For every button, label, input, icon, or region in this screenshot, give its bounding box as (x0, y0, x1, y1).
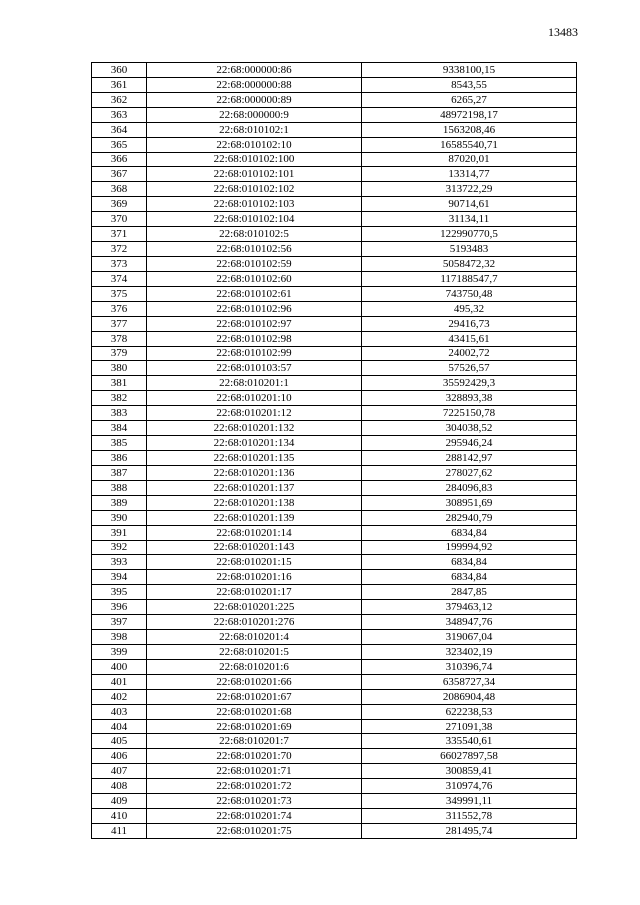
cadastral-number-cell: 22:68:010201:276 (147, 615, 362, 630)
value-cell: 5058472,32 (362, 256, 577, 271)
cadastral-number-cell: 22:68:010201:68 (147, 704, 362, 719)
row-number-cell: 388 (92, 480, 147, 495)
row-number-cell: 382 (92, 391, 147, 406)
table-row (92, 256, 577, 271)
cadastral-number-cell: 22:68:010102:96 (147, 301, 362, 316)
table-row (92, 704, 577, 719)
table-row (92, 436, 577, 451)
cadastral-number-cell: 22:68:010102:61 (147, 286, 362, 301)
row-number-cell: 401 (92, 674, 147, 689)
table-row (92, 316, 577, 331)
row-number-cell: 402 (92, 689, 147, 704)
cadastral-number-cell: 22:68:000000:88 (147, 77, 362, 92)
row-number-cell: 379 (92, 346, 147, 361)
table-row (92, 346, 577, 361)
table-row (92, 376, 577, 391)
cadastral-number-cell: 22:68:010102:1 (147, 122, 362, 137)
row-number-cell: 393 (92, 555, 147, 570)
value-cell: 43415,61 (362, 331, 577, 346)
row-number-cell: 362 (92, 92, 147, 107)
cadastral-number-cell: 22:68:010102:104 (147, 212, 362, 227)
row-number-cell: 372 (92, 242, 147, 257)
cadastral-number-cell: 22:68:010201:136 (147, 465, 362, 480)
value-cell: 8543,55 (362, 77, 577, 92)
table-row (92, 480, 577, 495)
row-number-cell: 375 (92, 286, 147, 301)
row-number-cell: 370 (92, 212, 147, 227)
row-number-cell: 405 (92, 734, 147, 749)
table-row (92, 659, 577, 674)
cadastral-number-cell: 22:68:010102:97 (147, 316, 362, 331)
cadastral-number-cell: 22:68:010201:75 (147, 824, 362, 839)
value-cell: 313722,29 (362, 182, 577, 197)
value-cell: 35592429,3 (362, 376, 577, 391)
row-number-cell: 410 (92, 809, 147, 824)
value-cell: 2847,85 (362, 585, 577, 600)
value-cell: 310396,74 (362, 659, 577, 674)
value-cell: 7225150,78 (362, 406, 577, 421)
page-number: 13483 (548, 25, 578, 39)
value-cell: 282940,79 (362, 510, 577, 525)
table-row (92, 630, 577, 645)
value-cell: 66027897,58 (362, 749, 577, 764)
row-number-cell: 365 (92, 137, 147, 152)
table-row (92, 152, 577, 167)
value-cell: 311552,78 (362, 809, 577, 824)
table-row (92, 540, 577, 555)
row-number-cell: 389 (92, 495, 147, 510)
row-number-cell: 390 (92, 510, 147, 525)
table-row (92, 794, 577, 809)
value-cell: 348947,76 (362, 615, 577, 630)
row-number-cell: 392 (92, 540, 147, 555)
table-row (92, 689, 577, 704)
table-row (92, 510, 577, 525)
value-cell: 117188547,7 (362, 271, 577, 286)
row-number-cell: 408 (92, 779, 147, 794)
table-row (92, 107, 577, 122)
value-cell: 323402,19 (362, 644, 577, 659)
value-cell: 310974,76 (362, 779, 577, 794)
cadastral-number-cell: 22:68:010201:6 (147, 659, 362, 674)
cadastral-number-cell: 22:68:010102:99 (147, 346, 362, 361)
cadastral-number-cell: 22:68:010201:135 (147, 450, 362, 465)
row-number-cell: 411 (92, 824, 147, 839)
cadastral-number-cell: 22:68:010102:102 (147, 182, 362, 197)
row-number-cell: 398 (92, 630, 147, 645)
cadastral-number-cell: 22:68:010201:15 (147, 555, 362, 570)
row-number-cell: 363 (92, 107, 147, 122)
cadastral-number-cell: 22:68:010201:137 (147, 480, 362, 495)
row-number-cell: 374 (92, 271, 147, 286)
cadastral-number-cell: 22:68:010201:10 (147, 391, 362, 406)
cadastral-number-cell: 22:68:010201:67 (147, 689, 362, 704)
table-row (92, 122, 577, 137)
value-cell: 300859,41 (362, 764, 577, 779)
value-cell: 16585540,71 (362, 137, 577, 152)
row-number-cell: 400 (92, 659, 147, 674)
cadastral-number-cell: 22:68:010201:17 (147, 585, 362, 600)
row-number-cell: 383 (92, 406, 147, 421)
table-row (92, 92, 577, 107)
value-cell: 199994,92 (362, 540, 577, 555)
value-cell: 1563208,46 (362, 122, 577, 137)
value-cell: 319067,04 (362, 630, 577, 645)
table-row (92, 227, 577, 242)
value-cell: 622238,53 (362, 704, 577, 719)
row-number-cell: 366 (92, 152, 147, 167)
cadastral-number-cell: 22:68:010201:66 (147, 674, 362, 689)
value-cell: 271091,38 (362, 719, 577, 734)
value-cell: 90714,61 (362, 197, 577, 212)
value-cell: 379463,12 (362, 600, 577, 615)
row-number-cell: 395 (92, 585, 147, 600)
cadastral-number-cell: 22:68:010201:7 (147, 734, 362, 749)
cadastral-number-cell: 22:68:010103:57 (147, 361, 362, 376)
cadastral-number-cell: 22:68:010102:56 (147, 242, 362, 257)
table-body (92, 63, 577, 839)
row-number-cell: 378 (92, 331, 147, 346)
value-cell: 31134,11 (362, 212, 577, 227)
row-number-cell: 361 (92, 77, 147, 92)
cadastral-number-cell: 22:68:010201:12 (147, 406, 362, 421)
value-cell: 284096,83 (362, 480, 577, 495)
cadastral-number-cell: 22:68:010102:101 (147, 167, 362, 182)
table-row (92, 182, 577, 197)
row-number-cell: 397 (92, 615, 147, 630)
row-number-cell: 396 (92, 600, 147, 615)
value-cell: 295946,24 (362, 436, 577, 451)
cadastral-value-table (91, 62, 577, 839)
table-row (92, 301, 577, 316)
table-row (92, 764, 577, 779)
table-row (92, 406, 577, 421)
row-number-cell: 404 (92, 719, 147, 734)
row-number-cell: 373 (92, 256, 147, 271)
table-row (92, 674, 577, 689)
cadastral-number-cell: 22:68:000000:86 (147, 63, 362, 78)
cadastral-number-cell: 22:68:010201:70 (147, 749, 362, 764)
table-row (92, 197, 577, 212)
table-row (92, 585, 577, 600)
row-number-cell: 394 (92, 570, 147, 585)
table-row (92, 361, 577, 376)
row-number-cell: 387 (92, 465, 147, 480)
value-cell: 495,32 (362, 301, 577, 316)
cadastral-number-cell: 22:68:010201:139 (147, 510, 362, 525)
table-row (92, 779, 577, 794)
cadastral-number-cell: 22:68:010102:59 (147, 256, 362, 271)
row-number-cell: 371 (92, 227, 147, 242)
value-cell: 743750,48 (362, 286, 577, 301)
value-cell: 9338100,15 (362, 63, 577, 78)
row-number-cell: 380 (92, 361, 147, 376)
row-number-cell: 368 (92, 182, 147, 197)
table-row (92, 286, 577, 301)
value-cell: 281495,74 (362, 824, 577, 839)
value-cell: 304038,52 (362, 421, 577, 436)
cadastral-number-cell: 22:68:010201:71 (147, 764, 362, 779)
cadastral-number-cell: 22:68:010102:60 (147, 271, 362, 286)
cadastral-number-cell: 22:68:010201:134 (147, 436, 362, 451)
row-number-cell: 364 (92, 122, 147, 137)
table-row (92, 644, 577, 659)
row-number-cell: 403 (92, 704, 147, 719)
value-cell: 328893,38 (362, 391, 577, 406)
row-number-cell: 384 (92, 421, 147, 436)
row-number-cell: 409 (92, 794, 147, 809)
value-cell: 335540,61 (362, 734, 577, 749)
value-cell: 48972198,17 (362, 107, 577, 122)
value-cell: 6358727,34 (362, 674, 577, 689)
table-row (92, 137, 577, 152)
table-row (92, 555, 577, 570)
row-number-cell: 377 (92, 316, 147, 331)
cadastral-number-cell: 22:68:010201:72 (147, 779, 362, 794)
table-row (92, 391, 577, 406)
row-number-cell: 406 (92, 749, 147, 764)
cadastral-number-cell: 22:68:010201:225 (147, 600, 362, 615)
row-number-cell: 369 (92, 197, 147, 212)
table-row (92, 570, 577, 585)
table-row (92, 167, 577, 182)
cadastral-number-cell: 22:68:010102:10 (147, 137, 362, 152)
value-cell: 57526,57 (362, 361, 577, 376)
value-cell: 24002,72 (362, 346, 577, 361)
row-number-cell: 399 (92, 644, 147, 659)
table-row (92, 525, 577, 540)
table-row (92, 212, 577, 227)
table-row (92, 495, 577, 510)
value-cell: 6265,27 (362, 92, 577, 107)
value-cell: 349991,11 (362, 794, 577, 809)
cadastral-number-cell: 22:68:010201:5 (147, 644, 362, 659)
cadastral-number-cell: 22:68:000000:89 (147, 92, 362, 107)
cadastral-number-cell: 22:68:010102:103 (147, 197, 362, 212)
table-row (92, 331, 577, 346)
row-number-cell: 367 (92, 167, 147, 182)
value-cell: 5193483 (362, 242, 577, 257)
row-number-cell: 391 (92, 525, 147, 540)
cadastral-number-cell: 22:68:010201:16 (147, 570, 362, 585)
table-row (92, 600, 577, 615)
value-cell: 278027,62 (362, 465, 577, 480)
value-cell: 122990770,5 (362, 227, 577, 242)
cadastral-number-cell: 22:68:010102:100 (147, 152, 362, 167)
cadastral-number-cell: 22:68:010201:14 (147, 525, 362, 540)
cadastral-number-cell: 22:68:010201:74 (147, 809, 362, 824)
table-row (92, 77, 577, 92)
cadastral-number-cell: 22:68:010201:1 (147, 376, 362, 391)
cadastral-number-cell: 22:68:010201:73 (147, 794, 362, 809)
value-cell: 308951,69 (362, 495, 577, 510)
row-number-cell: 376 (92, 301, 147, 316)
cadastral-number-cell: 22:68:010102:5 (147, 227, 362, 242)
cadastral-number-cell: 22:68:010201:143 (147, 540, 362, 555)
cadastral-number-cell: 22:68:000000:9 (147, 107, 362, 122)
cadastral-number-cell: 22:68:010102:98 (147, 331, 362, 346)
table-row (92, 809, 577, 824)
table-row (92, 734, 577, 749)
table-row (92, 465, 577, 480)
row-number-cell: 386 (92, 450, 147, 465)
table-row (92, 63, 577, 78)
row-number-cell: 385 (92, 436, 147, 451)
value-cell: 6834,84 (362, 555, 577, 570)
row-number-cell: 407 (92, 764, 147, 779)
table-row (92, 450, 577, 465)
cadastral-number-cell: 22:68:010201:4 (147, 630, 362, 645)
value-cell: 6834,84 (362, 570, 577, 585)
table-row (92, 719, 577, 734)
table-row (92, 615, 577, 630)
cadastral-number-cell: 22:68:010201:132 (147, 421, 362, 436)
row-number-cell: 360 (92, 63, 147, 78)
cadastral-number-cell: 22:68:010201:138 (147, 495, 362, 510)
table-row (92, 271, 577, 286)
value-cell: 2086904,48 (362, 689, 577, 704)
value-cell: 6834,84 (362, 525, 577, 540)
value-cell: 288142,97 (362, 450, 577, 465)
value-cell: 87020,01 (362, 152, 577, 167)
table-row (92, 421, 577, 436)
table-row (92, 749, 577, 764)
cadastral-number-cell: 22:68:010201:69 (147, 719, 362, 734)
value-cell: 29416,73 (362, 316, 577, 331)
row-number-cell: 381 (92, 376, 147, 391)
table-row (92, 824, 577, 839)
value-cell: 13314,77 (362, 167, 577, 182)
table-row (92, 242, 577, 257)
